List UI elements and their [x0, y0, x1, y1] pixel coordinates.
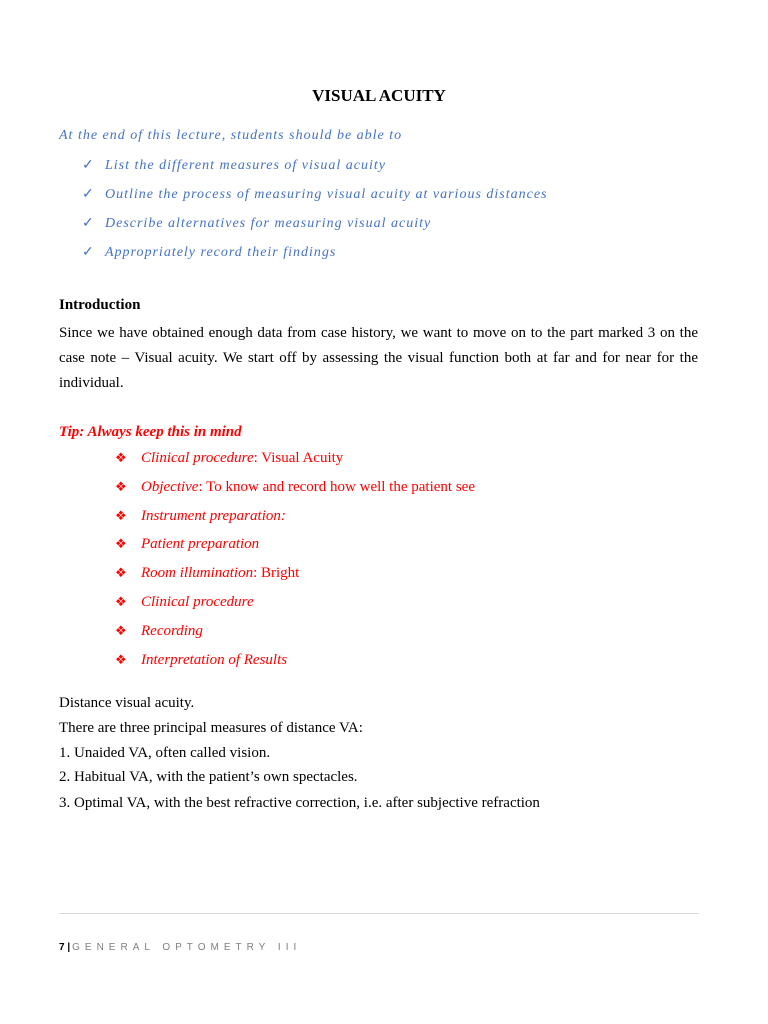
page-number: 7 |	[59, 942, 71, 953]
page-title: VISUAL ACUITY	[312, 86, 446, 105]
tip-item-value: : Bright	[253, 565, 300, 581]
objective-item	[82, 157, 386, 174]
objective-text: Outline the process of measuring visual acuity at various distances	[105, 187, 548, 202]
objective-item	[82, 215, 431, 232]
tip-item-label: Room illumination	[141, 565, 254, 581]
footer-section-title: GENERAL OPTOMETRY III	[72, 942, 302, 953]
objective-text: List the different measures of visual acuity	[105, 158, 386, 173]
distance-heading: Distance visual acuity.	[59, 695, 195, 711]
diamond-bullet-icon: ❖	[115, 565, 127, 580]
tip-item-label: Instrument preparation:	[141, 508, 286, 524]
diamond-bullet-icon: ❖	[115, 536, 127, 551]
distance-intro: There are three principal measures of distance VA:	[59, 720, 363, 736]
distance-item: 1. Unaided VA, often called vision.	[59, 745, 271, 761]
diamond-bullet-icon: ❖	[115, 508, 127, 523]
objective-text: Appropriately record their findings	[105, 245, 337, 260]
tip-item	[115, 479, 475, 496]
tip-item	[115, 536, 259, 553]
page-footer	[59, 942, 301, 953]
tip-item	[115, 450, 343, 467]
footer-divider	[59, 913, 699, 914]
tip-item-label: Clinical procedure	[141, 594, 254, 610]
tip-item	[115, 594, 254, 611]
objective-item	[82, 186, 548, 203]
introduction-paragraph: Since we have obtained enough data from case history, we want to move on to the part marked 3 on the case note – Visual acuity. We start off by assessing the visual function both at far and for near for the individual.	[59, 325, 698, 391]
tip-item-label: Patient preparation	[141, 536, 260, 552]
tip-item-label: Clinical procedure	[141, 450, 254, 466]
tip-item	[115, 508, 286, 525]
tip-heading: Tip: Always keep this in mind	[59, 424, 242, 440]
diamond-bullet-icon: ❖	[115, 594, 127, 609]
diamond-bullet-icon: ❖	[115, 652, 127, 667]
tip-item	[115, 565, 299, 582]
check-icon: ✓	[82, 158, 95, 173]
diamond-bullet-icon: ❖	[115, 450, 127, 465]
objective-text: Describe alternatives for measuring visual acuity	[105, 216, 432, 231]
diamond-bullet-icon: ❖	[115, 479, 127, 494]
tip-item	[115, 652, 287, 669]
check-icon: ✓	[82, 245, 95, 260]
tip-item-value: : To know and record how well the patient see	[198, 479, 475, 495]
check-icon: ✓	[82, 216, 95, 231]
tip-item-label: Interpretation of Results	[141, 652, 288, 668]
tip-item-label: Objective	[141, 479, 199, 495]
objectives-intro: At the end of this lecture, students should be able to	[59, 128, 403, 143]
distance-item: 2. Habitual VA, with the patient’s own spectacles.	[59, 769, 358, 785]
tip-item-value: : Visual Acuity	[253, 450, 344, 466]
introduction-heading: Introduction	[59, 297, 141, 313]
objective-item	[82, 244, 336, 261]
diamond-bullet-icon: ❖	[115, 623, 127, 638]
tip-item	[115, 623, 203, 640]
tip-item-label: Recording	[141, 623, 203, 639]
distance-item: 3. Optimal VA, with the best refractive correction, i.e. after subjective refraction	[59, 795, 540, 811]
check-icon: ✓	[82, 187, 95, 202]
